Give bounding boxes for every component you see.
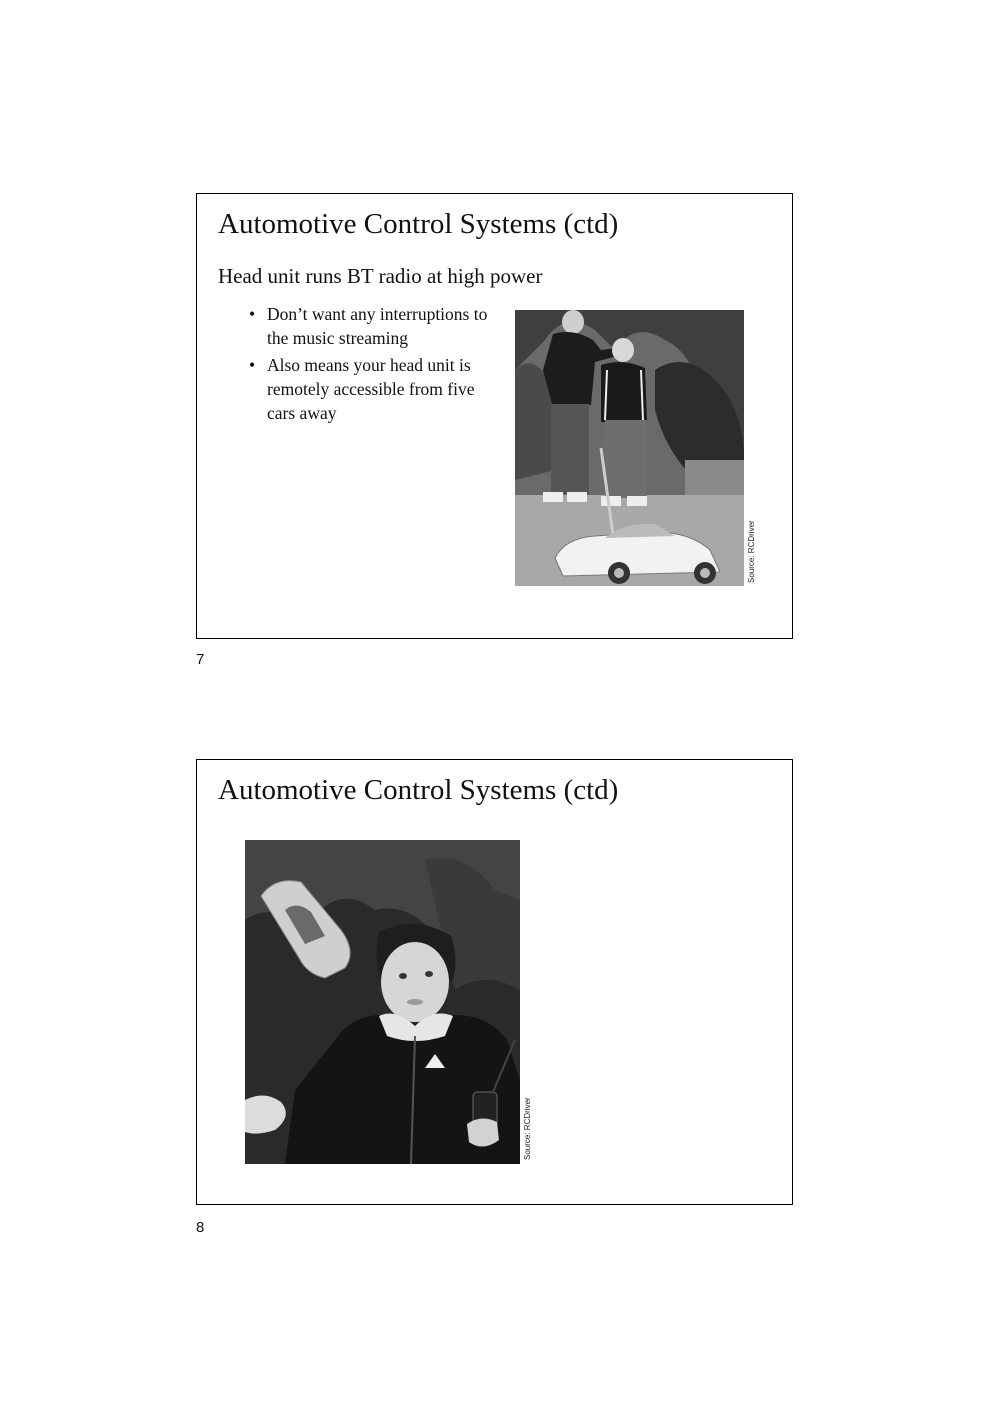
photo-boy-with-rc-car-in-tree [245, 840, 520, 1164]
bullet-item: • Don’t want any interruptions to the music streaming [247, 302, 507, 350]
slide-title: Automotive Control Systems (ctd) [218, 208, 619, 240]
page-number: 7 [196, 651, 205, 668]
slide-subtitle: Head unit runs BT radio at high power [218, 264, 543, 288]
slide-7 [196, 193, 793, 639]
slide-title: Automotive Control Systems (ctd) [218, 774, 619, 806]
bullet-item: • Also means your head unit is remotely accessible from five cars away [247, 353, 507, 425]
bullet-list [247, 302, 507, 428]
image-source-credit: Source: RCDriver [523, 1097, 532, 1160]
page-number: 8 [196, 1219, 205, 1236]
slide-8 [196, 759, 793, 1205]
image-source-credit: Source: RCDriver [747, 520, 756, 583]
photo-man-and-boy-with-rc-car [515, 310, 744, 586]
